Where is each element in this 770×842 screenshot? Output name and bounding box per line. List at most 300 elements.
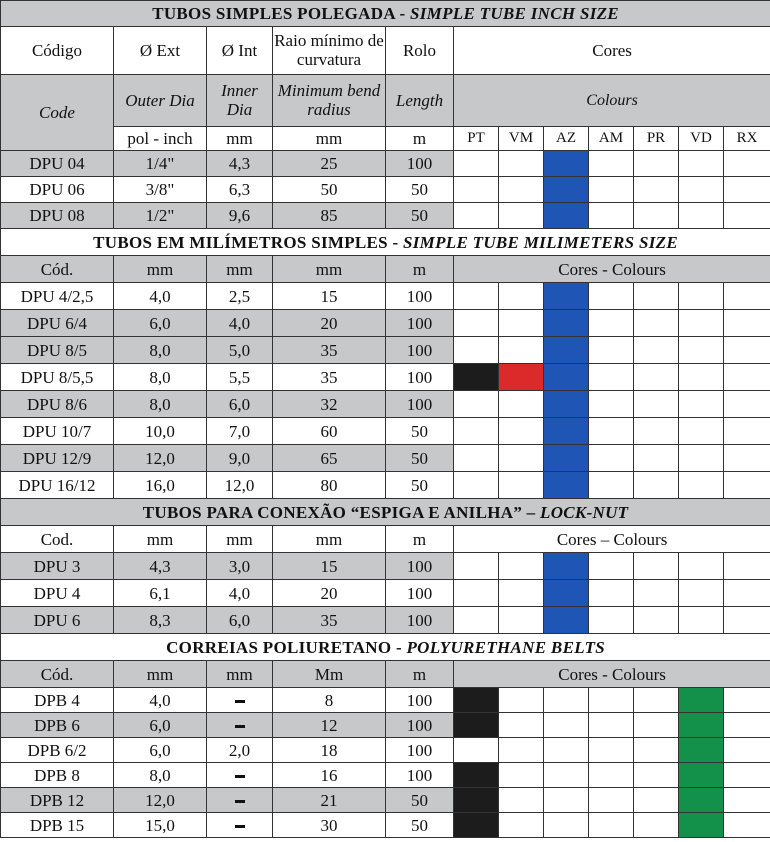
swatch-rx [724, 310, 770, 337]
row-radius: 15 [273, 283, 386, 310]
swatch-vm [499, 391, 544, 418]
header-inner-diameter: Ø Int [207, 27, 273, 75]
header-cores-colours: Cores – Colours [454, 526, 770, 553]
swatch-pt [454, 391, 499, 418]
swatch-pt [454, 553, 499, 580]
swatch-am [589, 364, 634, 391]
swatch-pr [634, 472, 679, 499]
header-mm-inner: mm [207, 256, 273, 283]
swatch-az [544, 763, 589, 788]
row-radius: 21 [273, 788, 386, 813]
swatch-am [589, 688, 634, 713]
row-code: DPB 4 [1, 688, 114, 713]
color-code-vd: VD [679, 127, 724, 151]
swatch-az [544, 151, 589, 177]
section-title-en: SIMPLE TUBE MILIMETERS SIZE [403, 232, 678, 252]
row-code: DPU 6/4 [1, 310, 114, 337]
row-inner: 4,0 [207, 580, 273, 607]
swatch-pt [454, 177, 499, 203]
row-length: 50 [386, 445, 454, 472]
row-radius: 65 [273, 445, 386, 472]
table-row [1, 445, 770, 472]
swatch-pt [454, 283, 499, 310]
row-radius: 30 [273, 813, 386, 838]
table-row [1, 688, 770, 713]
row-inner: 6,0 [207, 607, 273, 634]
row-code: DPU 12/9 [1, 445, 114, 472]
row-code: DPU 16/12 [1, 472, 114, 499]
row-length: 100 [386, 607, 454, 634]
swatch-vm [499, 713, 544, 738]
header-mm-outer: mm [114, 526, 207, 553]
row-length: 100 [386, 738, 454, 763]
table-row [1, 177, 770, 203]
swatch-vd [679, 788, 724, 813]
swatch-vm [499, 203, 544, 229]
row-radius: 20 [273, 310, 386, 337]
swatch-vm [499, 177, 544, 203]
section-title-en: SIMPLE TUBE INCH SIZE [410, 4, 619, 23]
row-inner-dash [207, 813, 273, 838]
header-mm-inner: mm [207, 661, 273, 688]
swatch-vd [679, 310, 724, 337]
swatch-vd [679, 203, 724, 229]
header-outer-diameter: Ø Ext [114, 27, 207, 75]
row-code: DPB 12 [1, 788, 114, 813]
swatch-pt [454, 607, 499, 634]
row-outer: 8,0 [114, 337, 207, 364]
row-code: DPU 4 [1, 580, 114, 607]
swatch-pr [634, 813, 679, 838]
table-row [1, 607, 770, 634]
color-code-rx: RX [724, 127, 770, 151]
row-length: 50 [386, 788, 454, 813]
row-inner: 3,0 [207, 553, 273, 580]
swatch-vd [679, 688, 724, 713]
swatch-am [589, 580, 634, 607]
swatch-am [589, 203, 634, 229]
swatch-vm [499, 445, 544, 472]
table-row [1, 391, 770, 418]
section-title-en: POLYURETHANE BELTS [406, 637, 606, 657]
swatch-pr [634, 203, 679, 229]
color-code-vm: VM [499, 127, 544, 151]
row-length: 50 [386, 418, 454, 445]
dash-mark [235, 775, 245, 778]
swatch-am [589, 472, 634, 499]
row-code: DPB 6 [1, 713, 114, 738]
table-row [1, 788, 770, 813]
row-length: 50 [386, 813, 454, 838]
swatch-pr [634, 364, 679, 391]
swatch-pt [454, 763, 499, 788]
row-outer: 8,0 [114, 763, 207, 788]
row-radius: 12 [273, 713, 386, 738]
swatch-vd [679, 364, 724, 391]
header-row-en [1, 75, 770, 127]
row-radius: 8 [273, 688, 386, 713]
section-title-pt: CORREIAS POLIURETANO [166, 637, 392, 657]
row-inner: 6,0 [207, 391, 273, 418]
swatch-vm [499, 337, 544, 364]
header-cores: Cores [454, 27, 770, 75]
row-length: 100 [386, 391, 454, 418]
swatch-pr [634, 738, 679, 763]
row-code: DPU 6 [1, 607, 114, 634]
row-outer: 6,0 [114, 713, 207, 738]
section-title-locknut: TUBOS PARA CONEXÃO “ESPIGA E ANILHA” – LOCK-NUT [1, 499, 770, 526]
swatch-pr [634, 151, 679, 177]
row-inner: 12,0 [207, 472, 273, 499]
table-row [1, 151, 770, 177]
swatch-pr [634, 580, 679, 607]
swatch-vd [679, 337, 724, 364]
row-length: 100 [386, 580, 454, 607]
swatch-pt [454, 364, 499, 391]
swatch-pr [634, 310, 679, 337]
row-length: 100 [386, 713, 454, 738]
row-outer: 16,0 [114, 472, 207, 499]
swatch-pt [454, 788, 499, 813]
row-radius: 85 [273, 203, 386, 229]
swatch-am [589, 418, 634, 445]
swatch-vm [499, 553, 544, 580]
row-outer: 12,0 [114, 788, 207, 813]
swatch-pr [634, 391, 679, 418]
swatch-vd [679, 713, 724, 738]
row-inner: 5,0 [207, 337, 273, 364]
swatch-pt [454, 151, 499, 177]
row-length: 100 [386, 553, 454, 580]
row-length: 100 [386, 283, 454, 310]
row-code: DPU 8/6 [1, 391, 114, 418]
row-inner: 4,3 [207, 151, 273, 177]
row-outer: 4,0 [114, 688, 207, 713]
swatch-am [589, 151, 634, 177]
swatch-vm [499, 607, 544, 634]
swatch-pr [634, 607, 679, 634]
swatch-pr [634, 418, 679, 445]
swatch-az [544, 418, 589, 445]
swatch-pr [634, 763, 679, 788]
swatch-am [589, 445, 634, 472]
swatch-vd [679, 151, 724, 177]
swatch-vm [499, 688, 544, 713]
table-row [1, 738, 770, 763]
unit-inner: mm [207, 127, 273, 151]
swatch-rx [724, 788, 770, 813]
header-code-en: Code [1, 75, 114, 151]
row-length: 100 [386, 763, 454, 788]
swatch-pt [454, 203, 499, 229]
swatch-az [544, 283, 589, 310]
row-inner-dash [207, 788, 273, 813]
unit-radius: mm [273, 127, 386, 151]
swatch-vm [499, 283, 544, 310]
swatch-vd [679, 580, 724, 607]
row-outer: 3/8" [114, 177, 207, 203]
swatch-pt [454, 418, 499, 445]
column-header-row [1, 256, 770, 283]
swatch-az [544, 364, 589, 391]
swatch-vm [499, 763, 544, 788]
swatch-rx [724, 391, 770, 418]
row-inner: 2,5 [207, 283, 273, 310]
row-outer: 6,0 [114, 738, 207, 763]
row-radius: 32 [273, 391, 386, 418]
header-cod: Cód. [1, 661, 114, 688]
swatch-pt [454, 713, 499, 738]
row-code: DPB 15 [1, 813, 114, 838]
swatch-vd [679, 553, 724, 580]
swatch-rx [724, 151, 770, 177]
table-row [1, 553, 770, 580]
header-inner-dia-en: Inner Dia [207, 75, 273, 127]
row-inner: 9,6 [207, 203, 273, 229]
header-mm-radius: Mm [273, 661, 386, 688]
swatch-am [589, 788, 634, 813]
swatch-pt [454, 310, 499, 337]
swatch-vm [499, 788, 544, 813]
swatch-rx [724, 177, 770, 203]
swatch-vm [499, 580, 544, 607]
swatch-rx [724, 364, 770, 391]
table-row [1, 418, 770, 445]
table-row [1, 283, 770, 310]
row-length: 100 [386, 310, 454, 337]
section-title-belts: CORREIAS POLIURETANO - POLYURETHANE BELTS [1, 634, 770, 661]
swatch-az [544, 391, 589, 418]
row-code: DPU 8/5 [1, 337, 114, 364]
row-code: DPU 06 [1, 177, 114, 203]
row-outer: 1/2" [114, 203, 207, 229]
header-mm-radius: mm [273, 256, 386, 283]
header-codigo: Código [1, 27, 114, 75]
row-inner: 9,0 [207, 445, 273, 472]
swatch-am [589, 813, 634, 838]
table-row [1, 580, 770, 607]
swatch-am [589, 391, 634, 418]
swatch-am [589, 738, 634, 763]
swatch-az [544, 203, 589, 229]
row-outer: 8,0 [114, 391, 207, 418]
row-outer: 6,0 [114, 310, 207, 337]
header-cores-colours: Cores - Colours [454, 661, 770, 688]
header-m-length: m [386, 256, 454, 283]
swatch-rx [724, 203, 770, 229]
table-row [1, 813, 770, 838]
swatch-am [589, 763, 634, 788]
swatch-az [544, 177, 589, 203]
swatch-pt [454, 472, 499, 499]
row-outer: 4,0 [114, 283, 207, 310]
swatch-az [544, 738, 589, 763]
row-code: DPB 8 [1, 763, 114, 788]
row-inner: 7,0 [207, 418, 273, 445]
color-code-az: AZ [544, 127, 589, 151]
row-outer: 4,3 [114, 553, 207, 580]
color-code-pt: PT [454, 127, 499, 151]
swatch-vm [499, 472, 544, 499]
header-bend-radius-en: Minimum bend radius [273, 75, 386, 127]
header-cod: Cód. [1, 256, 114, 283]
row-radius: 25 [273, 151, 386, 177]
row-code: DPU 4/2,5 [1, 283, 114, 310]
row-radius: 16 [273, 763, 386, 788]
row-outer: 10,0 [114, 418, 207, 445]
swatch-pt [454, 337, 499, 364]
row-code: DPU 08 [1, 203, 114, 229]
swatch-vd [679, 472, 724, 499]
swatch-am [589, 337, 634, 364]
swatch-vm [499, 738, 544, 763]
table-row [1, 310, 770, 337]
row-code: DPB 6/2 [1, 738, 114, 763]
row-code: DPU 04 [1, 151, 114, 177]
section-title-pt: TUBOS EM MILÍMETROS SIMPLES [93, 232, 388, 252]
swatch-vd [679, 763, 724, 788]
swatch-az [544, 607, 589, 634]
swatch-az [544, 337, 589, 364]
row-outer: 8,3 [114, 607, 207, 634]
row-outer: 15,0 [114, 813, 207, 838]
swatch-am [589, 607, 634, 634]
section-title-pt: TUBOS SIMPLES POLEGADA [152, 4, 395, 23]
header-bend-radius: Raio mínimo de curvatura [273, 27, 386, 75]
table-row [1, 203, 770, 229]
column-header-row [1, 526, 770, 553]
header-mm-outer: mm [114, 661, 207, 688]
row-radius: 18 [273, 738, 386, 763]
swatch-am [589, 177, 634, 203]
row-radius: 35 [273, 337, 386, 364]
swatch-pt [454, 688, 499, 713]
table-row [1, 763, 770, 788]
header-row-pt [1, 27, 770, 75]
section-title-inch: TUBOS SIMPLES POLEGADA - SIMPLE TUBE INCH SIZE [1, 1, 770, 27]
table-row [1, 364, 770, 391]
swatch-pr [634, 177, 679, 203]
swatch-pr [634, 713, 679, 738]
swatch-vm [499, 418, 544, 445]
row-inner: 4,0 [207, 310, 273, 337]
swatch-pt [454, 738, 499, 763]
header-colours-en: Colours [454, 75, 770, 127]
row-radius: 60 [273, 418, 386, 445]
swatch-vm [499, 310, 544, 337]
swatch-pt [454, 445, 499, 472]
swatch-az [544, 310, 589, 337]
header-m-length: m [386, 526, 454, 553]
swatch-rx [724, 445, 770, 472]
row-length: 100 [386, 688, 454, 713]
swatch-am [589, 310, 634, 337]
section-title-en: LOCK-NUT [540, 502, 629, 522]
row-inner: 5,5 [207, 364, 273, 391]
swatch-rx [724, 580, 770, 607]
swatch-pr [634, 688, 679, 713]
swatch-vd [679, 283, 724, 310]
dash-mark [235, 825, 245, 828]
swatch-rx [724, 472, 770, 499]
row-length: 100 [386, 151, 454, 177]
table-row [1, 713, 770, 738]
swatch-vd [679, 177, 724, 203]
swatch-rx [724, 418, 770, 445]
swatch-az [544, 472, 589, 499]
swatch-pr [634, 553, 679, 580]
swatch-az [544, 788, 589, 813]
row-outer: 1/4" [114, 151, 207, 177]
section-title-pt: TUBOS PARA CONEXÃO “ESPIGA E ANILHA” [142, 502, 523, 522]
header-outer-dia-en: Outer Dia [114, 75, 207, 127]
header-mm-outer: mm [114, 256, 207, 283]
swatch-vm [499, 364, 544, 391]
swatch-vd [679, 738, 724, 763]
swatch-rx [724, 607, 770, 634]
row-length: 100 [386, 364, 454, 391]
row-radius: 35 [273, 607, 386, 634]
units-row [1, 127, 770, 151]
swatch-rx [724, 283, 770, 310]
row-code: DPU 3 [1, 553, 114, 580]
swatch-rx [724, 763, 770, 788]
row-inner-dash [207, 688, 273, 713]
header-mm-radius: mm [273, 526, 386, 553]
header-cores-colours: Cores - Colours [454, 256, 770, 283]
row-length: 50 [386, 177, 454, 203]
row-code: DPU 10/7 [1, 418, 114, 445]
swatch-az [544, 445, 589, 472]
swatch-vm [499, 151, 544, 177]
header-cod: Cod. [1, 526, 114, 553]
row-inner-dash [207, 713, 273, 738]
swatch-rx [724, 337, 770, 364]
swatch-am [589, 283, 634, 310]
row-radius: 35 [273, 364, 386, 391]
column-header-row [1, 661, 770, 688]
swatch-vd [679, 813, 724, 838]
dash-mark [235, 725, 245, 728]
color-code-pr: PR [634, 127, 679, 151]
row-radius: 50 [273, 177, 386, 203]
row-inner: 2,0 [207, 738, 273, 763]
row-code: DPU 8/5,5 [1, 364, 114, 391]
swatch-rx [724, 553, 770, 580]
swatch-am [589, 553, 634, 580]
row-length: 50 [386, 472, 454, 499]
header-mm-inner: mm [207, 526, 273, 553]
swatch-am [589, 713, 634, 738]
table-row [1, 337, 770, 364]
swatch-az [544, 580, 589, 607]
swatch-rx [724, 688, 770, 713]
row-inner-dash [207, 763, 273, 788]
swatch-az [544, 688, 589, 713]
unit-length: m [386, 127, 454, 151]
swatch-rx [724, 713, 770, 738]
swatch-vd [679, 418, 724, 445]
swatch-vd [679, 445, 724, 472]
row-length: 100 [386, 337, 454, 364]
unit-outer: pol - inch [114, 127, 207, 151]
swatch-pr [634, 445, 679, 472]
swatch-pr [634, 283, 679, 310]
row-radius: 20 [273, 580, 386, 607]
header-length-en: Length [386, 75, 454, 127]
dash-mark [235, 700, 245, 703]
swatch-pt [454, 580, 499, 607]
